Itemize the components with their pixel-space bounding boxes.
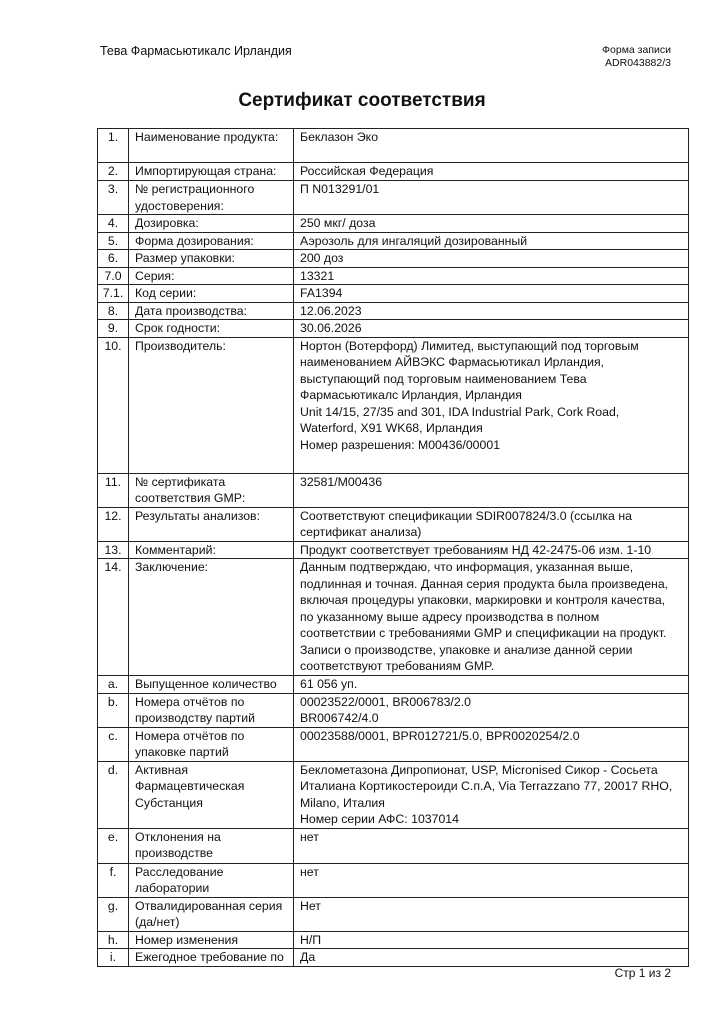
table-row <box>98 897 689 931</box>
row-label: Заключение: <box>129 559 294 676</box>
table-row <box>98 931 689 949</box>
row-label: Номера отчётов по производству партий <box>129 693 294 727</box>
row-number: 10. <box>98 337 129 473</box>
row-value: 00023588/0001, BPR012721/5.0, BPR0020254/2.0 <box>294 727 689 761</box>
table-row <box>98 559 689 676</box>
row-number: 7.1. <box>98 285 129 303</box>
table-row <box>98 863 689 897</box>
row-number: a. <box>98 675 129 693</box>
row-label: Наименование продукта: <box>129 129 294 163</box>
row-label: Дата производства: <box>129 302 294 320</box>
row-value: FA1394 <box>294 285 689 303</box>
row-number: 8. <box>98 302 129 320</box>
table-row <box>98 181 689 215</box>
row-number: 12. <box>98 507 129 541</box>
form-record <box>602 44 671 70</box>
table-row <box>98 320 689 338</box>
row-label: Дозировка: <box>129 215 294 233</box>
row-label: Код серии: <box>129 285 294 303</box>
row-number: 6. <box>98 250 129 268</box>
row-number: 7.0 <box>98 267 129 285</box>
row-label: Комментарий: <box>129 541 294 559</box>
table-row <box>98 507 689 541</box>
row-number: 4. <box>98 215 129 233</box>
row-value: Нет <box>294 897 689 931</box>
row-label: Расследование лаборатории <box>129 863 294 897</box>
row-label: № регистрационного удостоверения: <box>129 181 294 215</box>
row-value: 32581/M00436 <box>294 473 689 507</box>
table-row <box>98 541 689 559</box>
row-value: 61 056 уп. <box>294 675 689 693</box>
table-row <box>98 761 689 828</box>
row-label: Номера отчётов по упаковке партий <box>129 727 294 761</box>
row-number: 2. <box>98 163 129 181</box>
row-value: 13321 <box>294 267 689 285</box>
row-value: Н/П <box>294 931 689 949</box>
row-value: Нортон (Вотерфорд) Лимитед, выступающий под торговым наименованием АЙВЭКС Фармасьютикал Ирландия, выступающий под торговым наименованием Тева Фармасьютикалс Ирландия, Ирландия Unit 14/15, 27/35 and 301, IDA Industrial Park, Cork Road, Waterford, X91 WK68, Ирландия Номер разрешения: M00436/00001 <box>294 337 689 473</box>
row-label: Серия: <box>129 267 294 285</box>
row-value: Беклометазона Дипропионат, USP, Micronised Сикор - Сосьета Италиана Кортикостероиди С.п.А, Via Terrazzano 77, 20017 RHO, Milano, Италия Номер серии АФС: 1037014 <box>294 761 689 828</box>
table-row <box>98 727 689 761</box>
row-number: e. <box>98 828 129 863</box>
row-value: Беклазон Эко <box>294 129 689 163</box>
table-row <box>98 285 689 303</box>
table-row <box>98 473 689 507</box>
row-number: g. <box>98 897 129 931</box>
row-label: Производитель: <box>129 337 294 473</box>
form-label: Форма записи <box>602 44 671 56</box>
row-number: b. <box>98 693 129 727</box>
row-label: Результаты анализов: <box>129 507 294 541</box>
row-label: Срок годности: <box>129 320 294 338</box>
table-row <box>98 129 689 163</box>
table-row <box>98 163 689 181</box>
row-value: 00023522/0001, BR006783/2.0 BR006742/4.0 <box>294 693 689 727</box>
row-number: 13. <box>98 541 129 559</box>
row-number: 1. <box>98 129 129 163</box>
table-row <box>98 215 689 233</box>
row-value: нет <box>294 863 689 897</box>
row-label: Активная Фармацевтическая Субстанция <box>129 761 294 828</box>
row-number: i. <box>98 949 129 967</box>
table-row <box>98 250 689 268</box>
row-number: 11. <box>98 473 129 507</box>
row-label: Форма дозирования: <box>129 232 294 250</box>
row-value: Российская Федерация <box>294 163 689 181</box>
table-row <box>98 693 689 727</box>
row-label: № сертификата соответствия GMP: <box>129 473 294 507</box>
row-value: Аэрозоль для ингаляций дозированный <box>294 232 689 250</box>
row-value: П N013291/01 <box>294 181 689 215</box>
row-label: Отклонения на производстве <box>129 828 294 863</box>
row-value: Данным подтверждаю, что информация, указанная выше, подлинная и точная. Данная серия продукта была произведена, включая процедуры упаковки, маркировки и контроля качества, по указанному выше адресу производства в полном соответствии с требованиями GMP и спецификации на продукт. Записи о производстве, упаковке и анализе данной серии соответствуют требованиям GMP. <box>294 559 689 676</box>
table-row <box>98 232 689 250</box>
row-value: 200 доз <box>294 250 689 268</box>
table-row <box>98 828 689 863</box>
row-value: Соответствуют спецификации SDIR007824/3.0 (ссылка на сертификат анализа) <box>294 507 689 541</box>
row-number: h. <box>98 931 129 949</box>
row-value: Продукт соответствует требованиям НД 42-2475-06 изм. 1-10 <box>294 541 689 559</box>
row-value: 12.06.2023 <box>294 302 689 320</box>
table-row <box>98 267 689 285</box>
company-name: Тева Фармасьютикалс Ирландия <box>100 44 292 58</box>
document-title: Сертификат соответствия <box>238 90 486 111</box>
row-label: Отвалидированная серия (да/нет) <box>129 897 294 931</box>
row-value: нет <box>294 828 689 863</box>
page-number: Стр 1 из 2 <box>614 966 671 980</box>
form-number: ADR043882/3 <box>605 57 671 69</box>
row-number: c. <box>98 727 129 761</box>
table-row <box>98 675 689 693</box>
row-label: Номер изменения <box>129 931 294 949</box>
row-value: 30.06.2026 <box>294 320 689 338</box>
row-number: 9. <box>98 320 129 338</box>
table-row <box>98 949 689 967</box>
certificate-table <box>97 128 689 967</box>
row-number: 5. <box>98 232 129 250</box>
row-number: 14. <box>98 559 129 676</box>
row-number: d. <box>98 761 129 828</box>
row-label: Ежегодное требование по <box>129 949 294 967</box>
row-number: f. <box>98 863 129 897</box>
row-value: 250 мкг/ доза <box>294 215 689 233</box>
row-number: 3. <box>98 181 129 215</box>
table-row <box>98 337 689 473</box>
row-label: Импортирующая страна: <box>129 163 294 181</box>
row-label: Размер упаковки: <box>129 250 294 268</box>
row-value: Да <box>294 949 689 967</box>
row-label: Выпущенное количество <box>129 675 294 693</box>
table-row <box>98 302 689 320</box>
